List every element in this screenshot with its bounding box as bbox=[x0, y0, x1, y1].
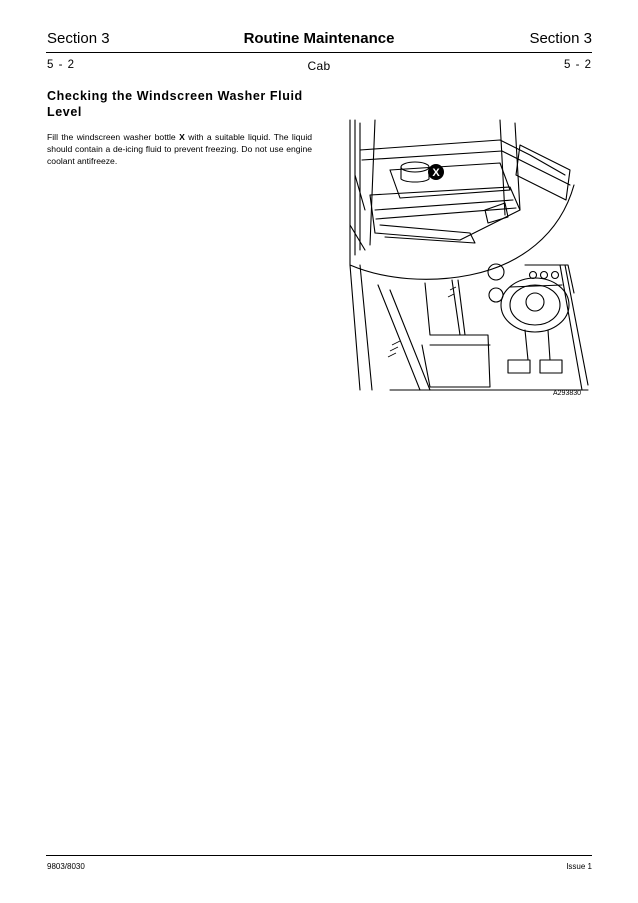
instruction-text-start: Fill the windscreen washer bottle bbox=[47, 132, 180, 142]
washer-bottle-label: X bbox=[179, 132, 185, 142]
page-number-left: 5 - 2 bbox=[47, 59, 76, 71]
header-divider bbox=[46, 52, 592, 53]
section-heading: Checking the Windscreen Washer Fluid Level bbox=[47, 89, 303, 119]
issue-number: Issue 1 bbox=[566, 862, 592, 871]
section-label-left: Section 3 bbox=[47, 30, 110, 47]
footer-divider bbox=[46, 855, 592, 856]
page-number-right: 5 - 2 bbox=[563, 59, 592, 71]
chapter-title: Routine Maintenance bbox=[243, 30, 395, 47]
callout-label: X bbox=[432, 167, 440, 179]
topic-label: Cab bbox=[307, 59, 331, 73]
section-label-right: Section 3 bbox=[529, 30, 592, 47]
instruction-text-end: with a suitable liquid. The liquid should contain a de-icing fluid to prevent freezing. Do not use engine coolant antifreeze. bbox=[47, 132, 313, 167]
cab-washer-illustration bbox=[330, 115, 592, 400]
figure-reference: A293830 bbox=[553, 390, 582, 397]
manual-number: 9803/8030 bbox=[47, 862, 85, 871]
instruction-paragraph bbox=[47, 131, 312, 168]
